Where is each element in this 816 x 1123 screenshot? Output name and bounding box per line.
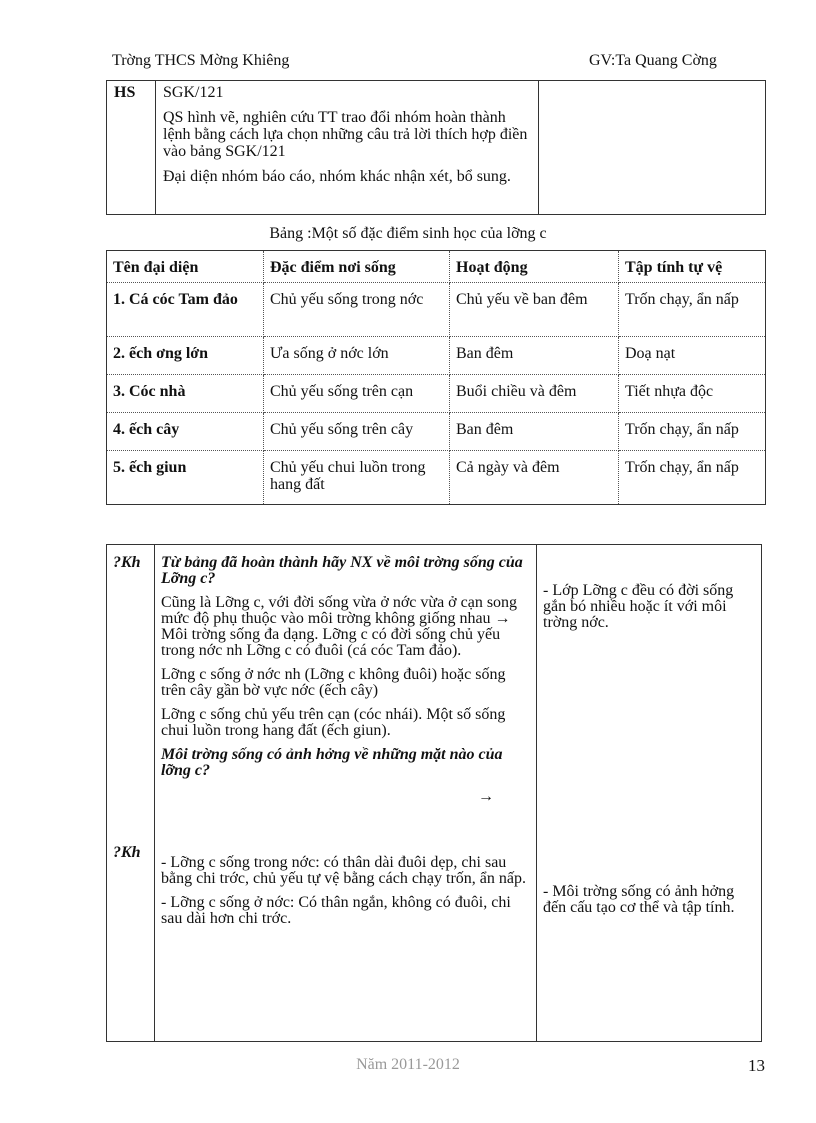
arrow-icon: → <box>478 788 494 805</box>
question-text: Môi trờng sống có ảnh hởng về những mặt nào của lỡng c? <box>161 746 503 779</box>
discussion-paragraph: Cũng là Lỡng c, với đời sống vừa ở nớc vừa ở cạn song mức độ phụ thuộc vào môi trờng không giống nhau → Môi trờng sống đa dạng. Lỡng c có đời sống chủ yếu trong nớc nh Lỡng c có đuôi (cá cóc Tam đảo). <box>161 594 518 659</box>
cell-activity: Ban đêm <box>450 413 619 451</box>
page-number: 13 <box>748 1056 765 1075</box>
conclusion-text: - Lớp Lỡng c đều có đời sống gắn bó nhiều hoặc ít với môi trờng nớc. <box>543 582 734 631</box>
conclusion-text: - Môi trờng sống có ảnh hởng đến cấu tạo cơ thể và tập tính. <box>543 883 735 916</box>
table-caption: Bảng :Một số đặc điểm sinh học của lỡng c <box>269 225 547 242</box>
cell-activity: Ban đêm <box>450 337 619 375</box>
discussion-paragraph: Lỡng c sống ở nớc nh (Lỡng c không đuôi) hoặc sống trên cây gần bờ vực nớc (ếch cây) <box>161 666 506 699</box>
cell-defense: Trốn chạy, ẩn nấp <box>619 451 766 505</box>
role-label: HS <box>107 81 156 215</box>
conclusion-column <box>537 545 762 1042</box>
activity-content <box>156 81 539 215</box>
discussion-paragraph: Lỡng c sống chủ yếu trên cạn (cóc nhái). Một số sống chui luồn trong hang đất (ếch giun). <box>161 706 506 739</box>
role-label-question: ?Kh <box>113 554 141 571</box>
column-header: Đặc điểm nơi sống <box>264 251 450 283</box>
bio-table <box>106 250 766 505</box>
cell-name: 5. ếch giun <box>107 451 264 505</box>
cell-name: 4. ếch cây <box>107 413 264 451</box>
activity-table <box>106 80 766 215</box>
cell-habitat: Chủ yếu sống trong nớc <box>264 283 450 337</box>
table-header-row <box>107 251 766 283</box>
cell-activity: Cả ngày và đêm <box>450 451 619 505</box>
cell-activity: Chủ yếu về ban đêm <box>450 283 619 337</box>
question-text: Từ bảng đã hoàn thành hãy NX về môi trờng sống của Lỡng c? <box>161 554 523 587</box>
discussion-content <box>155 545 537 1042</box>
header-teacher: GV:Ta Quang Cờng <box>589 52 717 69</box>
cell-name: 2. ếch ơng lớn <box>107 337 264 375</box>
activity-line: Đại diện nhóm báo cáo, nhóm khác nhận xét, bổ sung. <box>163 168 511 185</box>
cell-defense: Trốn chạy, ẩn nấp <box>619 413 766 451</box>
cell-habitat: Chủ yếu sống trên cây <box>264 413 450 451</box>
discussion-paragraph: - Lỡng c sống ở nớc: Có thân ngắn, không có đuôi, chi sau dài hơn chi trớc. <box>161 894 511 927</box>
header-school: Trờng THCS Mờng Khiêng <box>112 52 290 69</box>
cell-habitat: Chủ yếu sống trên cạn <box>264 375 450 413</box>
table-row <box>107 413 766 451</box>
role-label-question: ?Kh <box>113 844 141 861</box>
table-row <box>107 451 766 505</box>
column-header: Hoạt động <box>450 251 619 283</box>
table-row <box>107 375 766 413</box>
empty-cell <box>539 81 766 215</box>
activity-line: QS hình vẽ, nghiên cứu TT trao đổi nhóm hoàn thành lệnh bằng cách lựa chọn những câu trả lời thích hợp điền vào bảng SGK/121 <box>163 109 528 160</box>
cell-defense: Trốn chạy, ẩn nấp <box>619 283 766 337</box>
activity-line: SGK/121 <box>163 84 224 101</box>
cell-name: 3. Cóc nhà <box>107 375 264 413</box>
column-header: Tên đại diện <box>107 251 264 283</box>
cell-defense: Tiết nhựa độc <box>619 375 766 413</box>
cell-name: 1. Cá cóc Tam đảo <box>107 283 264 337</box>
cell-defense: Doạ nạt <box>619 337 766 375</box>
column-header: Tập tính tự vệ <box>619 251 766 283</box>
footer-year: Năm 2011-2012 <box>356 1056 460 1073</box>
discussion-table <box>106 544 762 1042</box>
cell-habitat: Chủ yếu chui luồn trong hang đất <box>264 451 450 505</box>
role-column <box>107 545 155 1042</box>
table-row <box>107 337 766 375</box>
table-row <box>107 283 766 337</box>
cell-activity: Buổi chiều và đêm <box>450 375 619 413</box>
cell-habitat: Ưa sống ở nớc lớn <box>264 337 450 375</box>
discussion-paragraph: - Lỡng c sống trong nớc: có thân dài đuôi dẹp, chi sau bằng chi trớc, chủ yếu tự vệ bằng cách chạy trốn, ẩn nấp. <box>161 854 526 887</box>
